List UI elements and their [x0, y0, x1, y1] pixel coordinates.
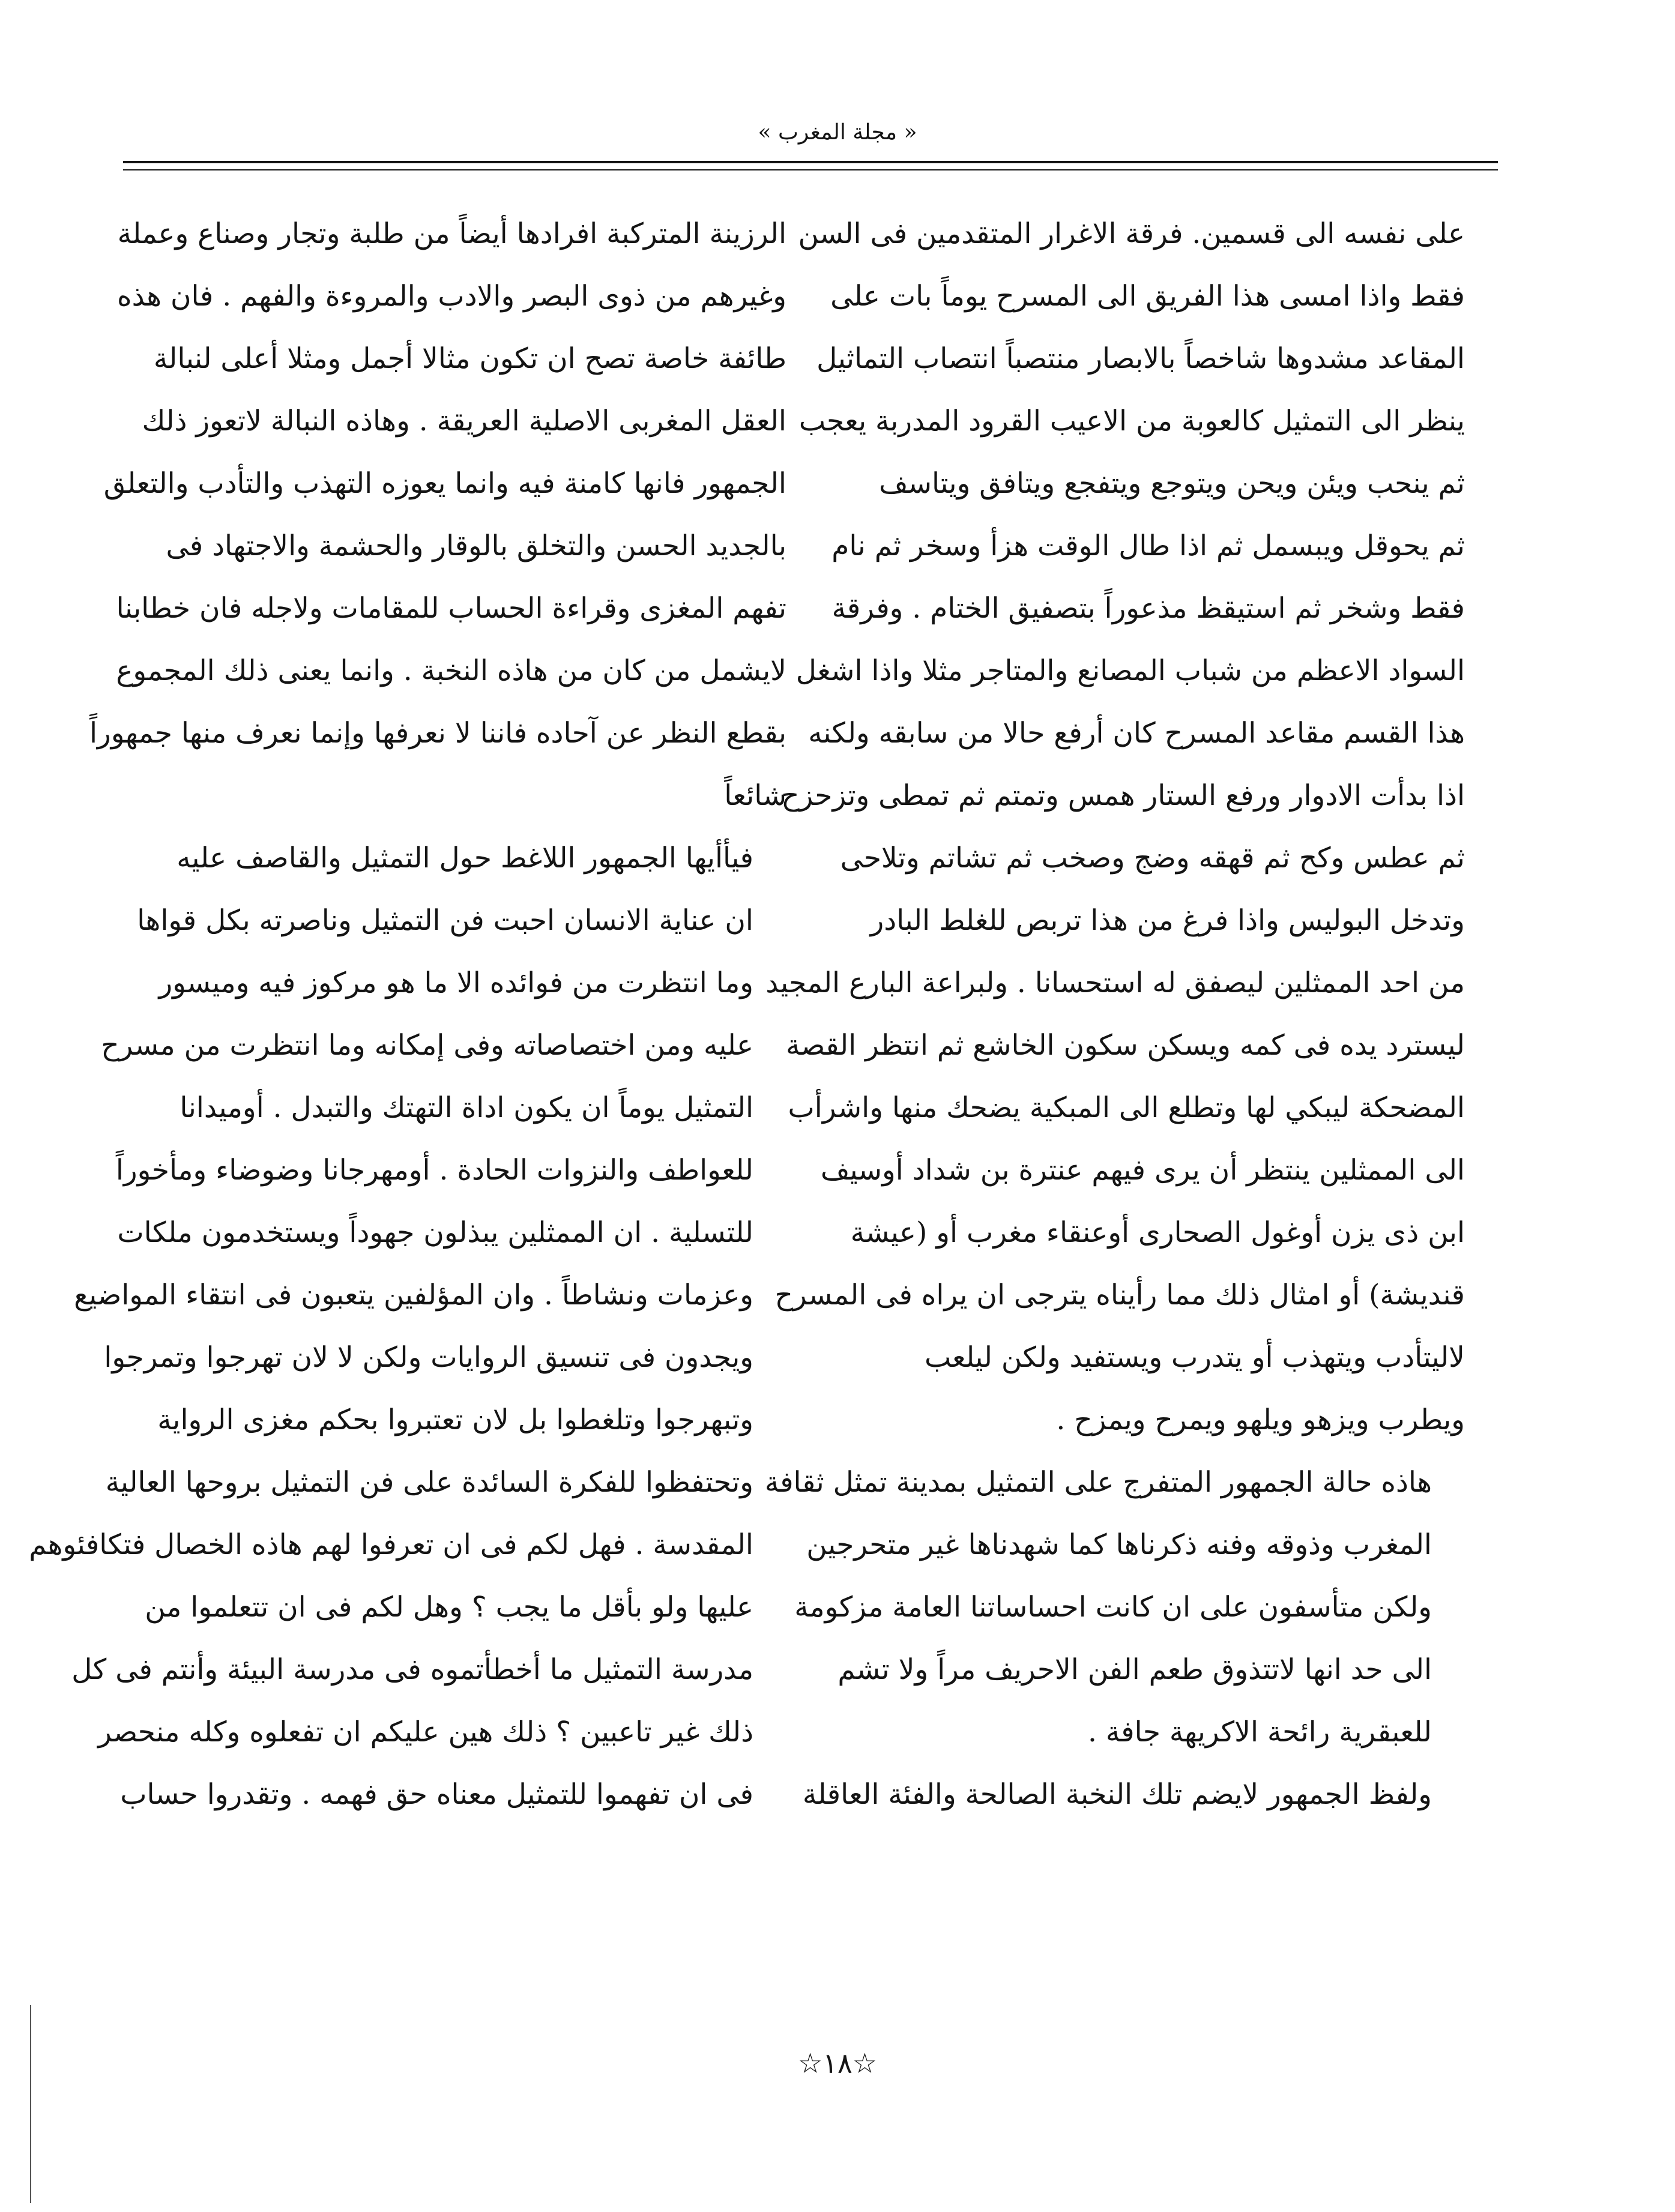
paragraph [792, 1764, 1465, 1826]
text-line: ثم ينحب ويئن ويحن ويتوجع ويتفجع ويتافق ويتاسف [879, 467, 1465, 500]
text-line: وتدخل البوليس واذا فرغ من هذا تربص للغلط البادر [870, 904, 1465, 937]
text-line: ان عناية الانسان احبت فن التمثيل وناصرته بكل قواها [137, 904, 753, 937]
text-line: تفهم المغزى وقراءة الحساب للمقامات ولاجله فان خطابنا [116, 592, 786, 625]
text-line: فى ان تفهموا للتمثيل معناه حق فهمه . وتقدروا حساب [120, 1778, 753, 1811]
text-line: هاذه حالة الجمهور المتفرج على التمثيل بمدينة تمثل ثقافة [764, 1466, 1432, 1499]
text-line: المضحكة ليبكي لها وتطلع الى المبكية يضحك منها واشرأب [788, 1091, 1465, 1124]
text-line: عليه ومن اختصاصاته وفى إمكانه وما انتظرت من مسرح [101, 1029, 753, 1062]
text-line: ويجدون فى تنسيق الروايات ولكن لا لان تهرجوا وتمرجوا [104, 1341, 753, 1374]
text-line: ويطرب ويزهو ويلهو ويمرح ويمزح . [1056, 1403, 1465, 1436]
text-line: ذلك غير تاعبين ؟ ذلك هين عليكم ان تفعلوه وكله منحصر [98, 1716, 753, 1749]
scan-margin-line [30, 2005, 31, 2203]
paragraph [29, 827, 786, 1826]
right-column [764, 203, 1465, 1826]
text-line: العقل المغربى الاصلية العريقة . وهاذه النبالة لاتعوز ذلك [142, 405, 786, 438]
text-line: ابن ذى يزن أوغول الصحارى أوعنقاء مغرب أو (عيشة [850, 1216, 1465, 1249]
text-line: بالجديد الحسن والتخلق بالوقار والحشمة والاجتهاد فى [166, 529, 786, 562]
text-line: الى حد انها لاتتذوق طعم الفن الاحريف مراً ولا تشم [837, 1653, 1432, 1686]
text-line: على نفسه الى قسمين. فرقة الاغرار المتقدمين فى السن [798, 217, 1465, 250]
text-line: بقطع النظر عن آحاده فاننا لا نعرفها وإنما نعرف منها جمهوراً [89, 717, 786, 750]
paragraph [89, 203, 786, 827]
text-line: مدرسة التمثيل ما أخطأتموه فى مدرسة البيئة وأنتم فى كل [71, 1653, 753, 1686]
text-line: للعبقرية رائحة الاكريهة جافة . [1088, 1716, 1432, 1749]
text-line: من احد الممثلين ليصفق له استحسانا . ولبراعة البارع المجيد [765, 966, 1465, 999]
text-line: هذا القسم مقاعد المسرح كان أرفع حالا من سابقه ولكنه [808, 717, 1465, 750]
text-line: التمثيل يوماً ان يكون اداة التهتك والتبدل . أوميدانا [180, 1091, 753, 1124]
header-rule-thick [123, 161, 1498, 163]
text-line: لاليتأدب ويتهذب أو يتدرب ويستفيد ولكن ليلعب [925, 1341, 1465, 1374]
text-line: وما انتظرت من فوائده الا ما هو مركوز فيه وميسور [158, 966, 753, 999]
text-line: المغرب وذوقه وفنه ذكرناها كما شهدناها غير متحرجين [806, 1528, 1432, 1561]
text-line: اذا بدأت الادوار ورفع الستار همس وتمتم ثم تمطى وتزحزح [781, 779, 1465, 812]
text-line: عليها ولو بأقل ما يجب ؟ وهل لكم فى ان تتعلموا من [145, 1591, 753, 1624]
text-line: قنديشة) أو امثال ذلك مما رأيناه يترجى ان يراه فى المسرح [774, 1279, 1465, 1312]
text-line: للعواطف والنزوات الحادة . أومهرجانا وضوضاء ومأخوراً [115, 1154, 753, 1187]
text-line: فيأأيها الجمهور اللاغط حول التمثيل والقاصف عليه [177, 842, 753, 875]
paragraph [764, 1451, 1465, 1764]
text-line: طائفة خاصة تصح ان تكون مثالا أجمل ومثلا أعلى لنبالة [153, 342, 786, 375]
page-header: « مجلة المغرب » [758, 120, 917, 145]
text-line: ثم يحوقل ويبسمل ثم اذا طال الوقت هزأ وسخر ثم نام [831, 529, 1465, 562]
text-line: الى الممثلين ينتظر أن يرى فيهم عنترة بن شداد أوسيف [820, 1154, 1465, 1187]
text-line: ليسترد يده فى كمه ويسكن سكون الخاشع ثم انتظر القصة [786, 1029, 1465, 1062]
text-line: فقط واذا امسى هذا الفريق الى المسرح يوماً بات على [830, 280, 1465, 313]
left-column [29, 203, 786, 1826]
text-line: للتسلية . ان الممثلين يبذلون جهوداً ويستخدمون ملكات [117, 1216, 753, 1249]
text-line: ينظر الى التمثيل كالعوبة من الاعيب القرود المدربة يعجب [798, 405, 1465, 438]
text-line: الرزينة المتركبة افرادها أيضاً من طلبة وتجار وصناع وعملة [117, 217, 786, 250]
text-line: وغيرهم من ذوى البصر والادب والمروءة والفهم . فان هذه [117, 280, 786, 313]
text-line: ولكن متأسفون على ان كانت احساساتنا العامة مزكومة [794, 1591, 1432, 1624]
text-line: شائعاً [724, 779, 786, 812]
text-line: ولفظ الجمهور لايضم تلك النخبة الصالحة والفئة العاقلة [802, 1778, 1432, 1811]
header-rule-thin [123, 169, 1498, 170]
text-line: فقط وشخر ثم استيقظ مذعوراً بتصفيق الختام . وفرقة [831, 592, 1465, 625]
text-line: وعزمات ونشاطاً . وان المؤلفين يتعبون فى انتقاء المواضيع [74, 1279, 753, 1312]
text-line: المقدسة . فهل لكم فى ان تعرفوا لهم هاذه الخصال فتكافئوهم [29, 1528, 753, 1561]
text-line: وتحتفظوا للفكرة السائدة على فن التمثيل بروحها العالية [105, 1466, 753, 1499]
text-line: وتبهرجوا وتلغطوا بل لان تعتبروا بحكم مغزى الرواية [157, 1403, 753, 1436]
text-line: لايشمل من كان من هاذه النخبة . وانما يعنى ذلك المجموع [116, 654, 786, 687]
text-line: المقاعد مشدوها شاخصاً بالابصار منتصباً انتصاب التماثيل [816, 342, 1465, 375]
text-line: ثم عطس وكح ثم قهقه وضج وصخب ثم تشاتم وتلاحى [840, 842, 1465, 875]
paragraph [765, 203, 1465, 1451]
text-line: الجمهور فانها كامنة فيه وانما يعوزه التهذب والتأدب والتعلق [103, 467, 786, 500]
page-number: ☆١٨☆ [798, 2047, 877, 2079]
text-line: السواد الاعظم من شباب المصانع والمتاجر مثلا واذا اشغل [795, 654, 1465, 687]
